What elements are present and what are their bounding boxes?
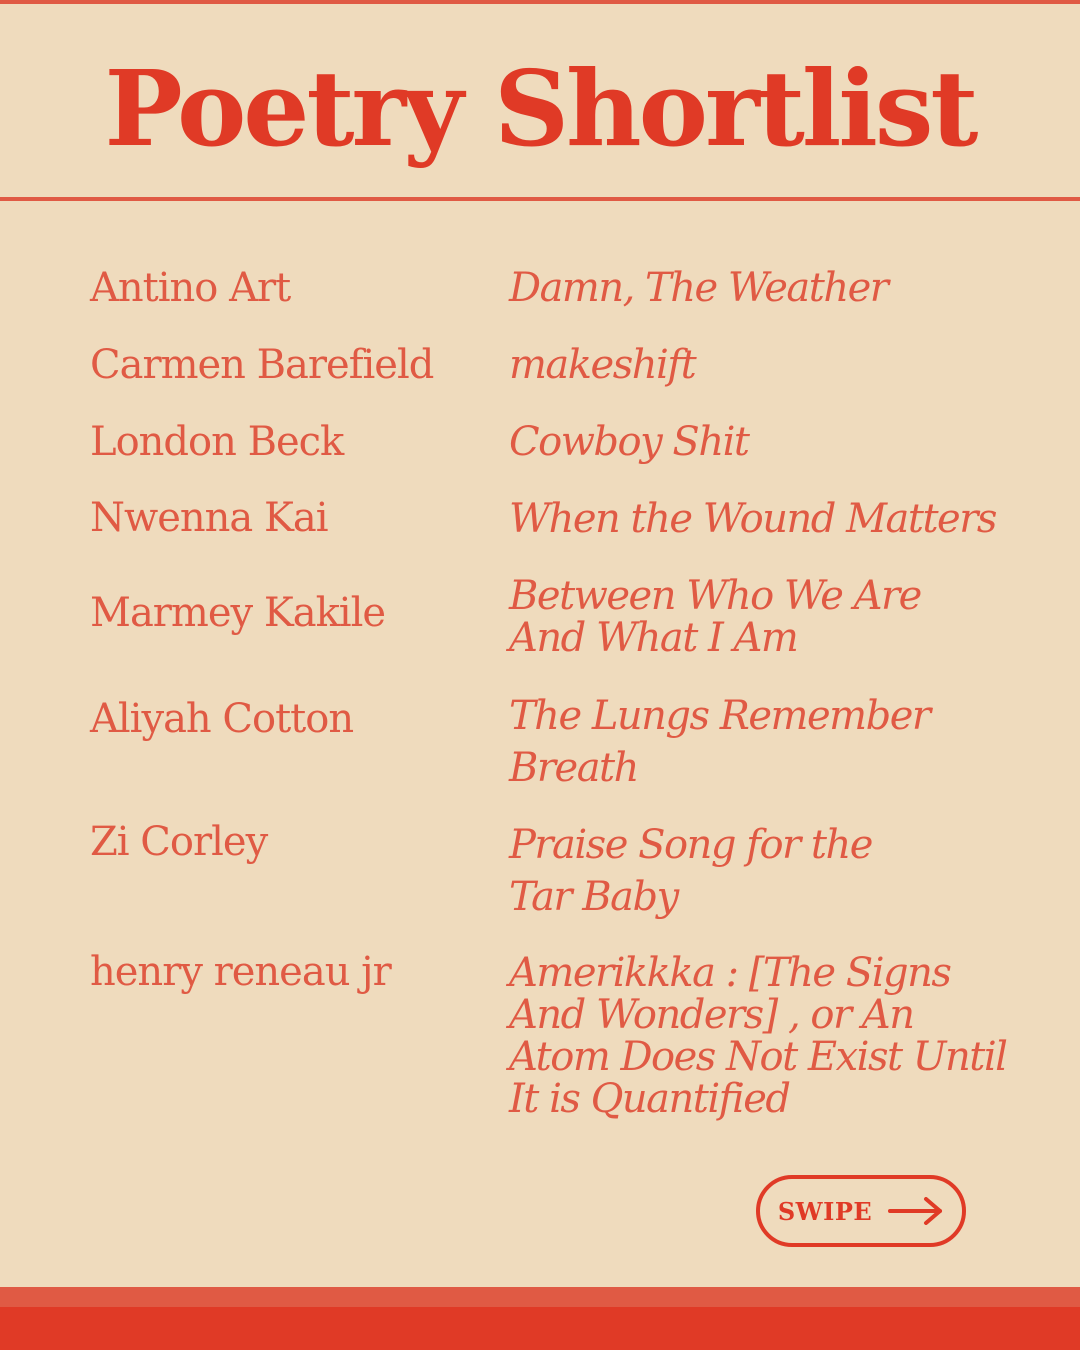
poem-title-line: Damn, The Weather bbox=[509, 265, 888, 311]
poem-title bbox=[509, 819, 872, 923]
author-name: Antino Art bbox=[90, 265, 291, 311]
author-name: Marmey Kakile bbox=[90, 590, 386, 636]
arrow-right-icon bbox=[888, 1197, 944, 1225]
author-name: Zi Corley bbox=[90, 819, 268, 865]
poem-title-line: Breath bbox=[509, 745, 638, 791]
poem-title-line: Between Who We Are bbox=[509, 573, 921, 619]
poem-title bbox=[509, 265, 887, 311]
poem-title bbox=[509, 342, 695, 388]
author-name: Aliyah Cotton bbox=[90, 696, 354, 742]
footer-band-light bbox=[0, 1287, 1080, 1307]
poem-title-line: And Wonders] , or An bbox=[509, 992, 914, 1038]
poem-title-line: Tar Baby bbox=[509, 874, 678, 920]
swipe-button[interactable] bbox=[756, 1175, 966, 1247]
poem-title-line: Atom Does Not Exist Until bbox=[509, 1034, 1007, 1080]
swipe-label: SWIPE bbox=[777, 1196, 873, 1226]
poem-title bbox=[509, 952, 1006, 1120]
author-name: henry reneau jr bbox=[90, 949, 391, 995]
poem-title bbox=[509, 496, 996, 542]
poem-title-line: Amerikkka : [The Signs bbox=[509, 950, 951, 996]
poem-title bbox=[509, 419, 748, 465]
poem-title bbox=[509, 575, 921, 659]
author-name: London Beck bbox=[90, 419, 344, 465]
poem-title-line: And What I Am bbox=[509, 615, 798, 661]
poem-title-line: When the Wound Matters bbox=[509, 496, 996, 542]
author-name: Nwenna Kai bbox=[90, 495, 328, 541]
poem-title-line: Cowboy Shit bbox=[509, 419, 749, 465]
poem-title-line: The Lungs Remember bbox=[509, 693, 930, 739]
poem-title bbox=[509, 690, 929, 794]
title-divider bbox=[0, 197, 1080, 201]
author-name: Carmen Barefield bbox=[90, 342, 434, 388]
poem-title-line: Praise Song for the bbox=[509, 822, 872, 868]
page-title: Poetry Shortlist bbox=[104, 47, 976, 170]
poem-title-line: It is Quantified bbox=[509, 1076, 790, 1122]
footer-band-dark bbox=[0, 1307, 1080, 1350]
top-border bbox=[0, 0, 1080, 4]
poem-title-line: makeshift bbox=[509, 342, 696, 388]
